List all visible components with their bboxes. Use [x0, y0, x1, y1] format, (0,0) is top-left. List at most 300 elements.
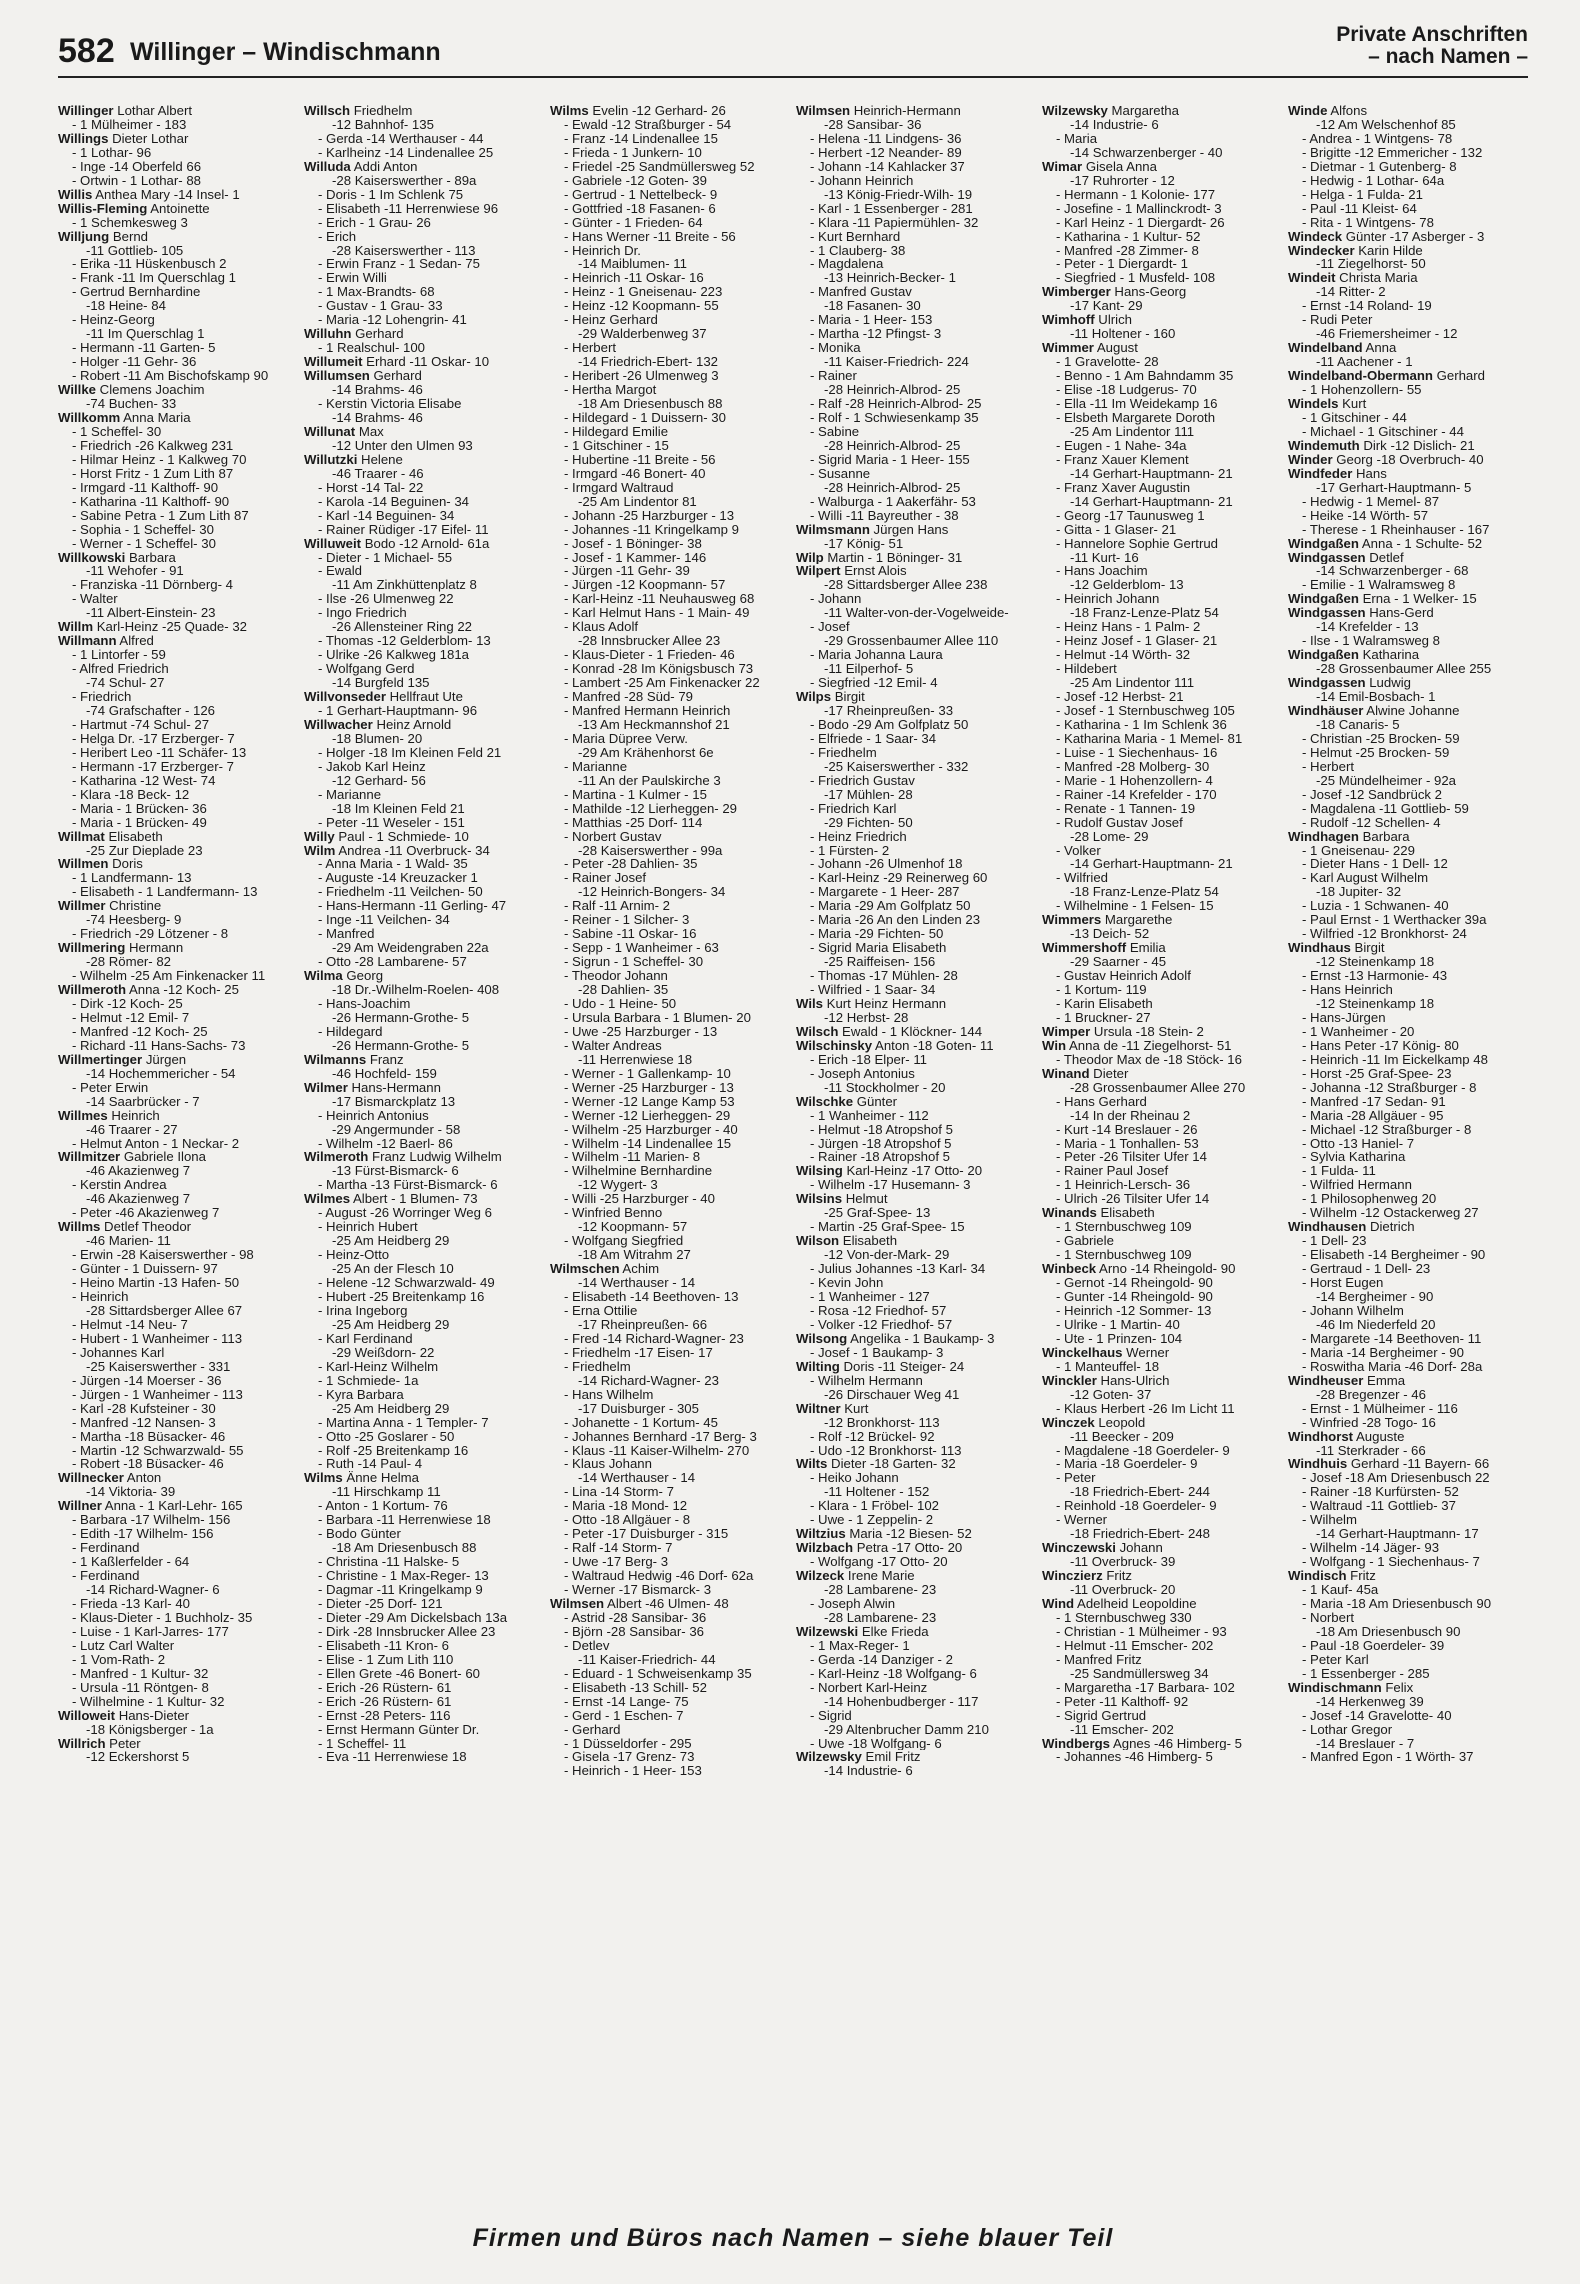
- directory-entry: Willke Clemens Joachim: [58, 383, 205, 398]
- directory-entry: - Josef - 1 Baukamp- 3: [810, 1345, 944, 1360]
- surname: Wilp: [796, 550, 824, 565]
- directory-entry: -11 Kurt- 16: [1070, 550, 1139, 565]
- directory-entry: Wind Adelheid Leopoldine: [1042, 1596, 1197, 1611]
- directory-entry: -46 Friemersheimer - 12: [1316, 327, 1458, 342]
- column-5: [1042, 104, 1282, 2214]
- directory-entry: - 1 Bruckner- 27: [1056, 1010, 1151, 1025]
- directory-entry: Windhausen Dietrich: [1288, 1220, 1415, 1235]
- directory-entry: -14 Friedrich-Ebert- 132: [578, 355, 718, 370]
- directory-entry: - Friedel -25 Sandmüllersweg 52: [564, 159, 755, 174]
- column-2: [304, 104, 544, 2214]
- directory-entry: -14 Werthauser - 14: [578, 1471, 696, 1486]
- directory-entry: - Dieter -25 Dorf- 121: [318, 1596, 443, 1611]
- surname: Winczewski: [1042, 1541, 1116, 1556]
- directory-entry: -25 Kaiserswerther - 332: [824, 759, 969, 774]
- directory-entry: - Frank -11 Im Querschlag 1: [72, 271, 236, 286]
- directory-entry: - Josef - 1 Kammer- 146: [564, 550, 707, 565]
- directory-entry: - Elisabeth - 1 Landfermann- 13: [72, 885, 258, 900]
- directory-entry: - Jürgen - 1 Wanheimer - 113: [72, 1387, 243, 1402]
- directory-entry: Wilmeroth Franz Ludwig Wilhelm: [304, 1150, 502, 1165]
- directory-entry: -11 An der Paulskirche 3: [578, 773, 721, 788]
- directory-entry: - Wolfgang Gerd: [318, 662, 415, 677]
- directory-entry: -25 An der Flesch 10: [332, 1262, 454, 1277]
- directory-entry: -28 Bregenzer - 46: [1316, 1387, 1426, 1402]
- directory-entry: Windhuis Gerhard -11 Bayern- 66: [1288, 1457, 1490, 1472]
- directory-entry: Windischmann Felix: [1288, 1680, 1414, 1695]
- directory-entry: - August -26 Worringer Weg 6: [318, 1206, 492, 1221]
- directory-entry: Willumsen Gerhard: [304, 369, 422, 384]
- surname: Windhagen: [1288, 829, 1359, 844]
- surname: Willms: [58, 1220, 101, 1235]
- directory-entry: - Karin Elisabeth: [1056, 997, 1153, 1011]
- directory-entry: -18 Im Kleinen Feld 21: [332, 801, 465, 816]
- directory-entry: - Erwin Franz - 1 Sedan- 75: [318, 257, 480, 272]
- directory-entry: Wilsins Helmut: [796, 1192, 888, 1207]
- directory-entry: - Maria -18 Mond- 12: [564, 1499, 688, 1514]
- directory-entry: - Friedhelm: [564, 1359, 631, 1374]
- directory-entry: - Karl-Heinz -18 Wolfgang- 6: [810, 1666, 977, 1681]
- directory-entry: - Erwin Willi: [318, 271, 387, 286]
- directory-entry: - Peter -11 Kalthoff- 92: [1056, 1694, 1189, 1709]
- surname: Willy: [304, 829, 335, 844]
- directory-entry: - 1 Fulda- 11: [1302, 1164, 1376, 1179]
- directory-entry: - Klaus-Dieter - 1 Buchholz- 35: [72, 1610, 253, 1625]
- directory-entry: Windelband Anna: [1288, 341, 1397, 356]
- directory-entry: -28 Heinrich-Albrod- 25: [824, 438, 961, 453]
- directory-entry: -18 Blumen- 20: [332, 731, 423, 746]
- directory-entry: - Gunter -14 Rheingold- 90: [1056, 1290, 1213, 1304]
- surname: Willsch: [304, 104, 351, 118]
- directory-entry: - Klaus -11 Kaiser-Wilhelm- 270: [564, 1443, 750, 1458]
- directory-entry: - Ortwin - 1 Lothar- 88: [72, 173, 201, 188]
- directory-entry: -18 Franz-Lenze-Platz 54: [1070, 606, 1219, 621]
- directory-entry: - 1 Max-Brandts- 68: [318, 285, 435, 300]
- surname: Willmertinger: [58, 1052, 143, 1067]
- directory-entry: - 1 Wanheimer - 112: [810, 1108, 929, 1123]
- directory-entry: -29 Grossenbaumer Allee 110: [824, 634, 999, 649]
- directory-entry: - Willi -11 Bayreuther - 38: [810, 508, 959, 523]
- directory-entry: - Inge -11 Veilchen- 34: [318, 913, 450, 928]
- directory-entry: - Gerda -14 Werthauser - 44: [318, 131, 484, 146]
- directory-entry: -29 Saarner - 45: [1070, 955, 1167, 970]
- section-title-line-1: Private Anschriften: [1336, 23, 1528, 46]
- directory-entry: -29 Am Krähenhorst 6e: [578, 745, 714, 760]
- directory-entry: - Peter - 1 Diergardt- 1: [1056, 257, 1188, 272]
- directory-entry: - Eugen - 1 Nahe- 34a: [1056, 438, 1187, 453]
- directory-entry: -28 Heinrich-Albrod- 25: [824, 383, 961, 398]
- directory-entry: - 1 Gerhart-Hauptmann- 96: [318, 703, 478, 718]
- directory-entry: - Helga Dr. -17 Erzberger- 7: [72, 731, 235, 746]
- directory-entry: - Friedhelm: [810, 745, 877, 760]
- directory-entry: -29 Altenbrucher Damm 210: [824, 1722, 989, 1737]
- surname: Windbergs: [1042, 1736, 1111, 1751]
- directory-entry: - Heinz Hans - 1 Palm- 2: [1056, 620, 1201, 635]
- directory-entry: - 1 Max-Reger- 1: [810, 1638, 910, 1653]
- directory-entry: - Maria Johanna Laura: [810, 648, 943, 663]
- directory-entry: - 1 Clauberg- 38: [810, 243, 906, 258]
- directory-entry: - Heiko Johann: [810, 1471, 899, 1486]
- directory-entry: - Hans Peter -17 König- 80: [1302, 1038, 1459, 1053]
- directory-entry: - Luzia - 1 Schwanen- 40: [1302, 899, 1449, 914]
- directory-entry: Winands Elisabeth: [1042, 1206, 1155, 1221]
- directory-entry: - Jürgen -14 Moerser - 36: [72, 1373, 222, 1388]
- directory-entry: -14 Emil-Bosbach- 1: [1316, 690, 1436, 704]
- directory-entry: -14 Gerhart-Hauptmann- 17: [1316, 1527, 1479, 1542]
- directory-entry: - Monika: [810, 341, 861, 356]
- directory-entry: - Ursula Barbara - 1 Blumen- 20: [564, 1010, 751, 1025]
- surname: Windhausen: [1288, 1220, 1367, 1235]
- directory-entry: - Gitta - 1 Glaser- 21: [1056, 522, 1177, 537]
- directory-entry: - Dieter - 1 Michael- 55: [318, 550, 453, 565]
- directory-entry: - Auguste -14 Kreuzacker 1: [318, 871, 478, 886]
- directory-entry: Winckler Hans-Ulrich: [1042, 1373, 1170, 1388]
- directory-entry: - Ulrike -26 Kalkweg 181a: [318, 648, 469, 663]
- directory-entry: Wimper Ursula -18 Stein- 2: [1042, 1024, 1204, 1039]
- directory-entry: -12 Von-der-Mark- 29: [824, 1248, 950, 1263]
- directory-entry: -29 Angermunder - 58: [332, 1122, 461, 1137]
- directory-entry: - Elisabeth -14 Bergheimer - 90: [1302, 1248, 1486, 1263]
- directory-entry: -18 Am Driesenbusch 90: [1316, 1624, 1461, 1639]
- surname: Willmering: [58, 941, 126, 956]
- directory-entry: - Anna Maria - 1 Wald- 35: [318, 857, 468, 872]
- directory-entry: - Norbert: [1302, 1610, 1355, 1625]
- directory-entry: Willmann Alfred: [58, 634, 154, 649]
- directory-entry: -12 Eckershorst 5: [86, 1750, 190, 1765]
- directory-entry: -25 Raiffeisen- 156: [824, 955, 936, 970]
- surname: Windhorst: [1288, 1429, 1354, 1444]
- directory-entry: - Martha -13 Fürst-Bismarck- 6: [318, 1178, 498, 1193]
- directory-entry: - Horst -14 Tal- 22: [318, 480, 424, 495]
- directory-entry: -11 Hirschkamp 11: [332, 1485, 441, 1500]
- directory-entry: - Paul -11 Kleist- 64: [1302, 201, 1417, 216]
- directory-entry: -11 Im Querschlag 1: [86, 327, 205, 342]
- directory-entry: -28 Dahlien- 35: [578, 983, 669, 997]
- directory-entry: - Hermann - 1 Kolonie- 177: [1056, 187, 1216, 202]
- directory-entry: - Manfred Egon - 1 Wörth- 37: [1302, 1750, 1474, 1765]
- surname: Willwacher: [304, 717, 373, 732]
- directory-entry: - Georg -17 Taunusweg 1: [1056, 508, 1205, 523]
- directory-entry: - Maria - 1 Brücken- 36: [72, 801, 207, 816]
- directory-entry: -14 Gerhart-Hauptmann- 21: [1070, 857, 1233, 872]
- directory-entry: -14 Herkenweg 39: [1316, 1694, 1424, 1709]
- directory-entry: - Wilfried -12 Bronkhorst- 24: [1302, 927, 1467, 942]
- directory-entry: - Theodor Johann: [564, 969, 668, 984]
- directory-entry: - Sabine -11 Oskar- 16: [564, 927, 697, 942]
- directory-entry: Wilps Birgit: [796, 690, 865, 704]
- directory-entry: Willnecker Anton: [58, 1471, 162, 1486]
- directory-entry: Wilmsmann Jürgen Hans: [796, 522, 949, 537]
- directory-entry: - Martina - 1 Kulmer - 15: [564, 787, 707, 802]
- surname: Willoweit: [58, 1708, 116, 1723]
- directory-entry: - Sabine Petra - 1 Zum Lith 87: [72, 508, 249, 523]
- directory-entry: - Manfred -28 Süd- 79: [564, 690, 694, 704]
- directory-entry: - Hans-Joachim: [318, 997, 411, 1011]
- directory-entry: -18 Jupiter- 32: [1316, 885, 1402, 900]
- directory-entry: - Hans Gerhard: [1056, 1094, 1147, 1109]
- directory-entry: - 1 Gneisenau- 229: [1302, 843, 1415, 858]
- directory-entry: - Klara - 1 Fröbel- 102: [810, 1499, 939, 1514]
- directory-entry: -11 Sterkrader - 66: [1316, 1443, 1426, 1458]
- column-3: [550, 104, 790, 2214]
- directory-entry: -46 Hochfeld- 159: [332, 1066, 437, 1081]
- directory-entry: -14 Maiblumen- 11: [578, 257, 687, 272]
- directory-entry: - 1 Mülheimer - 183: [72, 117, 187, 132]
- surname: Winbeck: [1042, 1262, 1097, 1277]
- surname: Wilmsen: [550, 1596, 605, 1611]
- directory-entry: -74 Buchen- 33: [86, 397, 177, 411]
- directory-entry: - Friedhelm -17 Eisen- 17: [564, 1345, 713, 1360]
- directory-entry: Winczewski Johann: [1042, 1541, 1163, 1556]
- directory-entry: - Luise - 1 Karl-Jarres- 177: [72, 1624, 229, 1639]
- directory-entry: - Rudolf -12 Schellen- 4: [1302, 815, 1441, 830]
- directory-entry: - Horst Eugen: [1302, 1276, 1384, 1291]
- directory-entry: -12 Heinrich-Bongers- 34: [578, 885, 726, 900]
- directory-entry: - Siegfried -12 Emil- 4: [810, 676, 938, 691]
- surname: Willmen: [58, 857, 109, 872]
- directory-entry: - Friedrich Karl: [810, 801, 897, 816]
- directory-entry: - Heinrich: [72, 1290, 129, 1304]
- directory-entry: -25 Mündelheimer - 92a: [1316, 773, 1457, 788]
- directory-entry: - Reinhold -18 Goerdeler- 9: [1056, 1499, 1217, 1514]
- directory-entry: -28 Grossenbaumer Allee 255: [1316, 662, 1492, 677]
- directory-entry: - Werner: [1056, 1513, 1108, 1528]
- surname: Windelband: [1288, 341, 1363, 356]
- directory-entry: -11 Eilperhof- 5: [824, 662, 914, 677]
- directory-entry: - Herbert: [1302, 759, 1355, 774]
- directory-entry: - Josefine - 1 Mallinckrodt- 3: [1056, 201, 1222, 216]
- directory-entry: -14 Schwarzenberger - 68: [1316, 564, 1469, 579]
- directory-entry: - Eva -11 Herrenwiese 18: [318, 1750, 467, 1765]
- directory-entry: -17 Rheinpreußen- 66: [578, 1317, 708, 1332]
- directory-entry: - Helmut -14 Wörth- 32: [1056, 648, 1191, 663]
- directory-entry: - Katharina - 1 Im Schlenk 36: [1056, 717, 1227, 732]
- directory-entry: -17 König- 51: [824, 536, 904, 551]
- directory-entry: Willkomm Anna Maria: [58, 410, 191, 425]
- surname: Windeit: [1288, 271, 1336, 286]
- directory-entry: - 1 Gitschiner - 15: [564, 438, 669, 453]
- surname: Wilpert: [796, 564, 841, 579]
- directory-entry: - Johann Heinrich: [810, 173, 914, 188]
- surname: Wilson: [796, 1234, 840, 1249]
- surname: Wilmsmann: [796, 522, 870, 537]
- directory-entry: - Johannes -46 Himberg- 5: [1056, 1750, 1213, 1765]
- directory-entry: - Josef -12 Herbst- 21: [1056, 690, 1184, 704]
- directory-entry: - Wilhelm -11 Marien- 8: [564, 1150, 701, 1165]
- directory-entry: - Gerhard: [564, 1722, 621, 1737]
- directory-entry: - Rainer Josef: [564, 871, 647, 886]
- directory-entry: Willis Anthea Mary -14 Insel- 1: [58, 187, 240, 202]
- directory-entry: -26 Allensteiner Ring 22: [332, 620, 473, 635]
- directory-entry: - Karl -28 Kufsteiner - 30: [72, 1401, 216, 1416]
- directory-entry: - Wolfgang Siegfried: [564, 1234, 684, 1249]
- directory-entry: -28 Heinrich-Albrod- 25: [824, 480, 961, 495]
- directory-entry: - Walter Andreas: [564, 1038, 662, 1053]
- directory-entry: Win Anna de -11 Ziegelhorst- 51: [1042, 1038, 1232, 1053]
- surname: Willm: [58, 620, 94, 635]
- surname: Willis: [58, 187, 93, 202]
- directory-entry: -12 Gelderblom- 13: [1070, 578, 1184, 593]
- directory-entry: - Frieda -13 Karl- 40: [72, 1596, 190, 1611]
- directory-entry: - Peter -46 Akazienweg 7: [72, 1206, 220, 1221]
- directory-entry: - Hans Joachim: [1056, 564, 1148, 579]
- directory-entry: Windhäuser Alwine Johanne: [1288, 703, 1460, 718]
- directory-entry: -14 Krefelder - 13: [1316, 620, 1419, 635]
- directory-entry: - Wilhelm: [1302, 1513, 1357, 1528]
- directory-entry: - Astrid -28 Sansibar- 36: [564, 1610, 707, 1625]
- surname: Windecker: [1288, 243, 1355, 258]
- directory-entry: - Christian - 1 Mülheimer - 93: [1056, 1624, 1227, 1639]
- directory-entry: Windfeder Hans: [1288, 466, 1387, 481]
- directory-entry: - Karl-Heinz -11 Neuhausweg 68: [564, 592, 755, 607]
- directory-entry: - Ingo Friedrich: [318, 606, 407, 621]
- directory-entry: - Katharina Maria - 1 Memel- 81: [1056, 731, 1243, 746]
- directory-entry: - Johann Wilhelm: [1302, 1303, 1404, 1318]
- directory-columns: [58, 104, 1528, 2214]
- surname: Wilps: [796, 690, 832, 704]
- directory-entry: - 1 Scheffel- 30: [72, 424, 162, 439]
- directory-entry: - Heinz Josef - 1 Glaser- 21: [1056, 634, 1218, 649]
- surname: Willmes: [58, 1108, 108, 1123]
- directory-entry: - Ernst -28 Peters- 116: [318, 1708, 451, 1723]
- directory-entry: - Maria -26 An den Linden 23: [810, 913, 981, 928]
- directory-entry: - Elise -18 Ludgerus- 70: [1056, 383, 1197, 398]
- directory-entry: - Hildegard - 1 Duissern- 30: [564, 410, 726, 425]
- directory-entry: Wilma Georg: [304, 969, 384, 984]
- directory-entry: Wilschke Günter: [796, 1094, 898, 1109]
- directory-entry: - Hildegard Emilie: [564, 424, 669, 439]
- directory-entry: - Ralf -28 Heinrich-Albrod- 25: [810, 397, 982, 411]
- directory-entry: - Klaus Adolf: [564, 620, 639, 635]
- directory-entry: - 1 Lintorfer - 59: [72, 648, 166, 663]
- directory-entry: - Wilhelm -25 Harzburger - 40: [564, 1122, 738, 1137]
- directory-entry: - Helene -12 Schwarzwald- 49: [318, 1276, 495, 1291]
- directory-entry: - Ralf -14 Storm- 7: [564, 1541, 673, 1556]
- directory-entry: - Manfred -12 Koch- 25: [72, 1024, 208, 1039]
- directory-entry: - Marianne: [564, 759, 628, 774]
- directory-entry: - Manfred -17 Sedan- 91: [1302, 1094, 1446, 1109]
- directory-entry: - Rainer -14 Krefelder - 170: [1056, 787, 1217, 802]
- directory-entry: - 1 Schemkesweg 3: [72, 215, 188, 230]
- directory-entry: - Irmgard Waltraud: [564, 480, 674, 495]
- directory-entry: Willkowski Barbara: [58, 550, 176, 565]
- directory-entry: Willuhn Gerhard: [304, 327, 404, 342]
- directory-entry: - Manfred -28 Zimmer- 8: [1056, 243, 1199, 258]
- directory-entry: - Luise - 1 Siechenhaus- 16: [1056, 745, 1218, 760]
- directory-entry: - Klara -11 Papiermühlen- 32: [810, 215, 979, 230]
- column-6: [1288, 104, 1528, 2214]
- directory-entry: - Maria -12 Lohengrin- 41: [318, 313, 467, 328]
- directory-entry: - Rainer -18 Atropshof 5: [810, 1150, 951, 1165]
- surname: Windischmann: [1288, 1680, 1382, 1695]
- surname: Win: [1042, 1038, 1067, 1053]
- directory-entry: - Therese - 1 Rheinhauser - 167: [1302, 522, 1490, 537]
- directory-entry: -11 Holtener - 160: [1070, 327, 1176, 342]
- directory-entry: - Matthias -25 Dorf- 114: [564, 815, 703, 830]
- surname: Willis-Fleming: [58, 201, 148, 216]
- surname: Wilzewsky: [796, 1750, 862, 1765]
- directory-entry: - Manfred -12 Nansen- 3: [72, 1415, 216, 1430]
- directory-entry: - 1 Realschul- 100: [318, 341, 426, 356]
- surname: Willuda: [304, 159, 351, 174]
- surname: Wilmschen: [550, 1262, 620, 1277]
- directory-entry: Windeck Günter -17 Asberger - 3: [1288, 229, 1485, 244]
- directory-entry: - Martin -25 Graf-Spee- 15: [810, 1220, 965, 1235]
- directory-entry: - Marianne: [318, 787, 382, 802]
- surname: Wilms: [304, 1471, 343, 1486]
- directory-entry: - Jürgen -11 Gehr- 39: [564, 564, 690, 579]
- directory-entry: -28 Sittardsberger Allee 67: [86, 1303, 243, 1318]
- directory-entry: - Renate - 1 Tannen- 19: [1056, 801, 1196, 816]
- directory-entry: - Dieter -29 Am Dickelsbach 13a: [318, 1610, 508, 1625]
- directory-entry: - Peter -11 Weseler - 151: [318, 815, 465, 830]
- directory-entry: - Karola -14 Beguinen- 34: [318, 494, 470, 509]
- directory-entry: Windels Kurt: [1288, 397, 1367, 411]
- surname: Windfeder: [1288, 466, 1353, 481]
- directory-entry: - Robert -11 Am Bischofskamp 90: [72, 369, 269, 384]
- directory-entry: Willis-Fleming Antoinette: [58, 201, 210, 216]
- directory-entry: Wimmer August: [1042, 341, 1138, 356]
- surname: Windhäuser: [1288, 703, 1364, 718]
- directory-entry: -25 Sandmüllersweg 34: [1070, 1666, 1209, 1681]
- directory-entry: -12 Wygert- 3: [578, 1178, 658, 1193]
- directory-entry: - Johann -26 Ulmenhof 18: [810, 857, 963, 872]
- directory-entry: Wilpert Ernst Alois: [796, 564, 907, 579]
- directory-entry: Willinger Lothar Albert: [58, 104, 193, 118]
- directory-entry: - 1 Essenberger - 285: [1302, 1666, 1430, 1681]
- directory-entry: - Maria -29 Am Golfplatz 50: [810, 899, 971, 914]
- directory-entry: -12 Am Welschenhof 85: [1316, 117, 1456, 132]
- surname: Wimmer: [1042, 341, 1094, 356]
- directory-entry: - Heinz Friedrich: [810, 829, 907, 844]
- directory-entry: Winbeck Arno -14 Rheingold- 90: [1042, 1262, 1236, 1277]
- directory-entry: -46 Marien- 11: [86, 1234, 171, 1249]
- directory-entry: - Karl Heinz - 1 Diergardt- 26: [1056, 215, 1225, 230]
- directory-entry: -11 Kaiser-Friedrich- 224: [824, 355, 969, 370]
- directory-entry: - 1 Heinrich-Lersch- 36: [1056, 1178, 1191, 1193]
- directory-entry: - Marie - 1 Hohenzollern- 4: [1056, 773, 1213, 788]
- directory-entry: - Ruth -14 Paul- 4: [318, 1457, 423, 1472]
- directory-entry: - Gabriele: [1056, 1234, 1114, 1249]
- directory-entry: - Eduard - 1 Schweisenkamp 35: [564, 1666, 752, 1681]
- directory-entry: -13 Fürst-Bismarck- 6: [332, 1164, 459, 1179]
- directory-entry: - 1 Wanheimer - 20: [1302, 1024, 1415, 1039]
- directory-entry: Willy Paul - 1 Schmiede- 10: [304, 829, 469, 844]
- surname: Windheuser: [1288, 1373, 1364, 1388]
- directory-entry: - Herbert: [564, 341, 617, 356]
- directory-entry: - Hedwig - 1 Lothar- 64a: [1302, 173, 1445, 188]
- surname: Windgaßen: [1288, 592, 1359, 607]
- directory-entry: Willoweit Hans-Dieter: [58, 1708, 190, 1723]
- directory-entry: Windgaßen Anna - 1 Schulte- 52: [1288, 536, 1483, 551]
- directory-entry: -14 Hohenbudberger - 117: [824, 1694, 979, 1709]
- surname: Willner: [58, 1499, 102, 1514]
- directory-entry: -29 Weißdorn- 22: [332, 1345, 435, 1360]
- directory-entry: -29 Fichten- 50: [824, 815, 913, 830]
- directory-entry: - Martha -12 Pfingst- 3: [810, 327, 942, 342]
- surname: Wimar: [1042, 159, 1083, 174]
- directory-entry: - Josef - 1 Sternbuschweg 105: [1056, 703, 1235, 718]
- directory-entry: -46 Traarer - 27: [86, 1122, 178, 1137]
- directory-entry: - Detlev: [564, 1638, 610, 1653]
- surname: Willke: [58, 383, 96, 398]
- directory-entry: - Peter Erwin: [72, 1080, 149, 1095]
- directory-entry: - Werner -17 Bismarck- 3: [564, 1583, 712, 1597]
- surname: Wimhoff: [1042, 313, 1095, 328]
- directory-entry: - Brigitte -12 Emmericher - 132: [1302, 145, 1483, 160]
- directory-entry: - Rainer Paul Josef: [1056, 1164, 1169, 1179]
- column-4: [796, 104, 1036, 2214]
- directory-entry: -46 Traarer - 46: [332, 466, 424, 481]
